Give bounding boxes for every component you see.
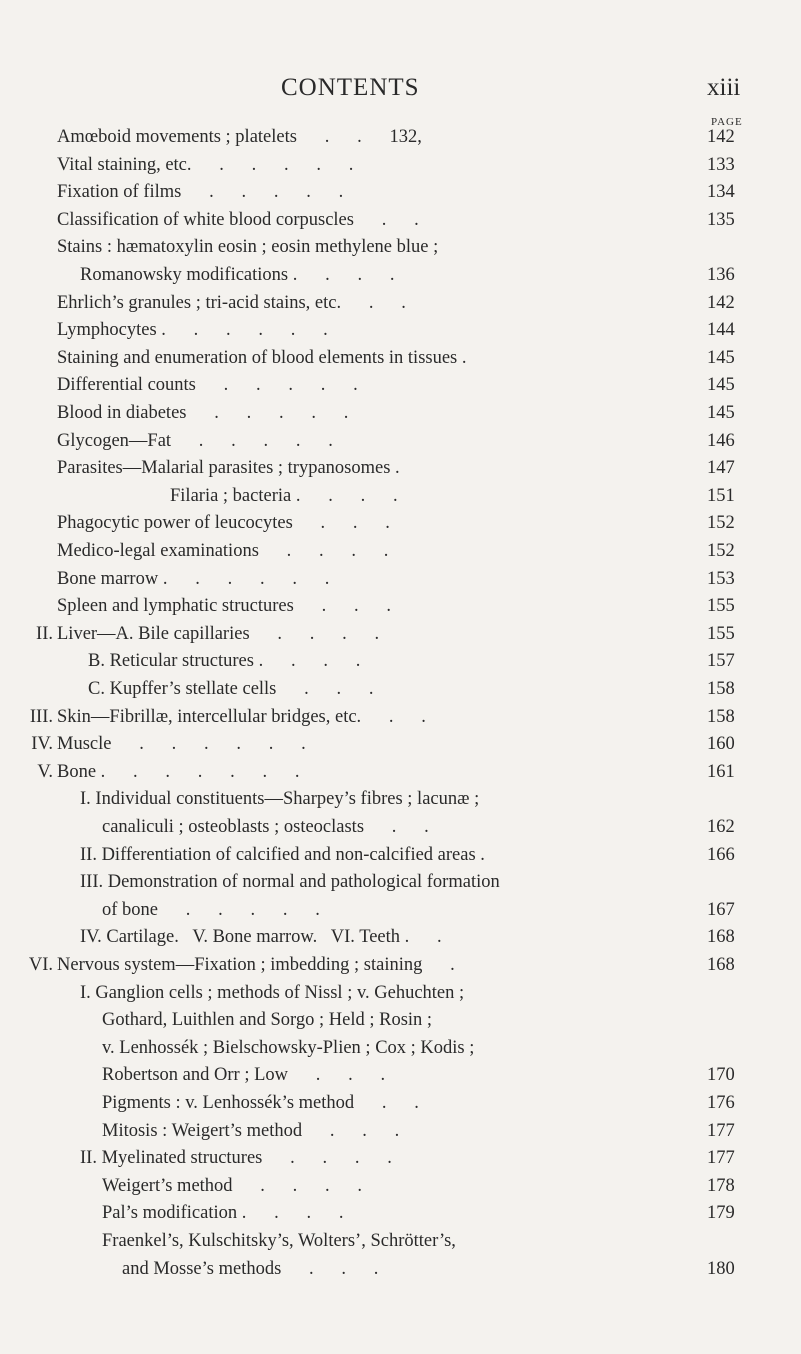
entry-text: Pal’s modification . . . . bbox=[102, 1203, 344, 1224]
page-ref: 155 bbox=[707, 623, 735, 644]
entry-text: Pigments : v. Lenhossék’s method . . bbox=[102, 1093, 419, 1113]
page-header bbox=[0, 74, 801, 114]
page-ref: 157 bbox=[707, 651, 735, 672]
page-ref: 168 bbox=[707, 955, 735, 975]
entry-text: Glycogen—Fat . . . . . bbox=[57, 430, 333, 451]
page-ref: 161 bbox=[707, 761, 735, 782]
page-column-label: PAGE bbox=[711, 116, 743, 128]
entry-text: C. Kupffer’s stellate cells . . . bbox=[88, 679, 374, 699]
page-ref: 168 bbox=[707, 927, 735, 948]
toc-entry bbox=[0, 455, 801, 482]
entry-text: and Mosse’s methods . . . bbox=[122, 1258, 379, 1279]
entry-text: Weigert’s method . . . . bbox=[102, 1175, 363, 1196]
entry-text: I. Individual constituents—Sharpey’s fibres ; lacunæ ; bbox=[80, 789, 480, 810]
entry-text: Blood in diabetes . . . . . bbox=[57, 403, 349, 423]
entry-text: II. Myelinated structures . . . . bbox=[80, 1148, 392, 1169]
page-ref: 152 bbox=[707, 541, 735, 561]
entry-text: v. Lenhossék ; Bielschowsky-Plien ; Cox ; Kodis ; bbox=[102, 1037, 475, 1058]
entry-text: Ehrlich’s granules ; tri-acid stains, etc. . . bbox=[57, 292, 406, 313]
toc-entry bbox=[0, 980, 801, 1007]
entry-text: Staining and enumeration of blood elements in tissues . bbox=[57, 347, 467, 368]
toc-entry bbox=[0, 290, 801, 317]
toc-entry bbox=[0, 538, 801, 565]
toc-entry bbox=[0, 952, 801, 979]
toc-entry bbox=[0, 924, 801, 951]
toc-entry bbox=[0, 566, 801, 593]
page-ref: 166 bbox=[707, 844, 735, 865]
entry-text: Phagocytic power of leucocytes . . . bbox=[57, 513, 390, 534]
toc-entry bbox=[0, 345, 801, 372]
toc-entry bbox=[0, 1007, 801, 1034]
toc-entry bbox=[0, 152, 801, 179]
page-ref: 136 bbox=[707, 265, 735, 285]
entry-text: Skin—Fibrillæ, intercellular bridges, etc. . . bbox=[57, 706, 426, 727]
toc-entry bbox=[0, 262, 801, 289]
toc-entry bbox=[0, 317, 801, 344]
page-ref: 142 bbox=[707, 127, 735, 147]
page-ref: 162 bbox=[707, 817, 735, 837]
section-numeral: V. bbox=[37, 761, 53, 782]
toc-entry bbox=[0, 1200, 801, 1227]
entry-text: Medico-legal examinations . . . . bbox=[57, 541, 389, 561]
toc-entry bbox=[0, 1035, 801, 1062]
entry-text: Bone . . . . . . . bbox=[57, 761, 300, 782]
page-ref: 135 bbox=[707, 209, 735, 230]
entry-text: of bone . . . . . bbox=[102, 899, 320, 920]
toc-entry bbox=[0, 897, 801, 924]
page-ref: 145 bbox=[707, 403, 735, 423]
toc-entry bbox=[0, 1090, 801, 1117]
entry-text: Fraenkel’s, Kulschitsky’s, Wolters’, Schrötter’s, bbox=[102, 1231, 456, 1251]
toc-entry bbox=[0, 786, 801, 813]
page-ref: 153 bbox=[707, 568, 735, 589]
section-numeral: VI. bbox=[28, 955, 53, 975]
page-ref: 177 bbox=[707, 1120, 735, 1141]
entry-text: Robertson and Orr ; Low . . . bbox=[102, 1065, 386, 1086]
toc-entry bbox=[0, 814, 801, 841]
toc-entry bbox=[0, 1173, 801, 1200]
toc-entry bbox=[0, 1228, 801, 1255]
toc-entry bbox=[0, 704, 801, 731]
page-ref: 167 bbox=[707, 899, 735, 920]
entry-text: canaliculi ; osteoblasts ; osteoclasts . . bbox=[102, 817, 429, 837]
toc-entry bbox=[0, 234, 801, 261]
page-ref: 133 bbox=[707, 154, 735, 175]
page-ref: 151 bbox=[707, 485, 735, 506]
page-ref: 134 bbox=[707, 182, 735, 203]
toc-entry bbox=[0, 1256, 801, 1283]
page-ref: 142 bbox=[707, 292, 735, 313]
entry-text: B. Reticular structures . . . . bbox=[88, 651, 361, 672]
entry-text: Filaria ; bacteria . . . . bbox=[170, 485, 398, 506]
toc-entry bbox=[0, 621, 801, 648]
page-number: xiii bbox=[707, 74, 741, 101]
section-numeral: IV. bbox=[31, 734, 53, 755]
toc-entry bbox=[0, 676, 801, 703]
page-ref: 180 bbox=[707, 1258, 735, 1279]
toc-entry bbox=[0, 731, 801, 758]
entry-text: IV. Cartilage. V. Bone marrow. VI. Teeth . . bbox=[80, 927, 442, 948]
section-numeral: II. bbox=[36, 623, 53, 644]
entry-text: Spleen and lymphatic structures . . . bbox=[57, 596, 391, 617]
entry-text: Stains : hæmatoxylin eosin ; eosin methylene blue ; bbox=[57, 237, 439, 258]
page-ref: 152 bbox=[707, 513, 735, 534]
page-ref: 178 bbox=[707, 1175, 735, 1196]
toc-entry bbox=[0, 179, 801, 206]
toc-entry bbox=[0, 759, 801, 786]
entry-text: Romanowsky modifications . . . . bbox=[80, 265, 395, 285]
page-ref: 147 bbox=[707, 458, 735, 479]
toc-entry bbox=[0, 510, 801, 537]
entry-text: Lymphocytes . . . . . . bbox=[57, 320, 328, 341]
toc-entry bbox=[0, 869, 801, 896]
toc-entry bbox=[0, 124, 801, 151]
toc-entry bbox=[0, 842, 801, 869]
entry-text: Bone marrow . . . . . . bbox=[57, 568, 330, 589]
page-ref: 144 bbox=[707, 320, 735, 341]
entry-text: Liver—A. Bile capillaries . . . . bbox=[57, 623, 380, 644]
entry-text: Parasites—Malarial parasites ; trypanosomes . bbox=[57, 458, 400, 479]
entry-text: III. Demonstration of normal and pathological formation bbox=[80, 872, 500, 893]
page-ref: 177 bbox=[707, 1148, 735, 1169]
toc-entry bbox=[0, 400, 801, 427]
page-ref: 146 bbox=[707, 430, 735, 451]
toc-entry bbox=[0, 207, 801, 234]
page-ref: 158 bbox=[707, 679, 735, 699]
entry-text: Vital staining, etc. . . . . . bbox=[57, 154, 354, 175]
entry-text: Fixation of films . . . . . bbox=[57, 182, 344, 203]
page-ref: 179 bbox=[707, 1203, 735, 1224]
page-ref: 155 bbox=[707, 596, 735, 617]
page-ref: 145 bbox=[707, 347, 735, 368]
toc-entry bbox=[0, 372, 801, 399]
entry-text: Nervous system—Fixation ; imbedding ; staining . bbox=[57, 955, 455, 975]
page-ref: 158 bbox=[707, 706, 735, 727]
page-title: CONTENTS bbox=[281, 74, 420, 101]
section-numeral: III. bbox=[29, 706, 53, 727]
page-ref: 160 bbox=[707, 734, 735, 755]
page-ref: 176 bbox=[707, 1093, 735, 1113]
page-ref: 170 bbox=[707, 1065, 735, 1086]
toc-entry bbox=[0, 1062, 801, 1089]
toc-entry bbox=[0, 593, 801, 620]
entry-text: I. Ganglion cells ; methods of Nissl ; v. Gehuchten ; bbox=[80, 982, 465, 1003]
toc-entry bbox=[0, 1145, 801, 1172]
entry-text: Muscle . . . . . . bbox=[57, 734, 306, 755]
entry-text: II. Differentiation of calcified and non-calcified areas . bbox=[80, 844, 485, 865]
toc-entry bbox=[0, 428, 801, 455]
toc-entry bbox=[0, 483, 801, 510]
entry-text: Mitosis : Weigert’s method . . . bbox=[102, 1120, 400, 1141]
entry-text: Gothard, Luithlen and Sorgo ; Held ; Rosin ; bbox=[102, 1010, 433, 1031]
page-ref: 145 bbox=[707, 375, 735, 396]
toc-entry bbox=[0, 1118, 801, 1145]
entry-text: Differential counts . . . . . bbox=[57, 375, 358, 396]
entry-text: Classification of white blood corpuscles . . bbox=[57, 209, 419, 230]
toc-entry bbox=[0, 648, 801, 675]
entry-text: Amœboid movements ; platelets . . 132, bbox=[57, 127, 422, 147]
